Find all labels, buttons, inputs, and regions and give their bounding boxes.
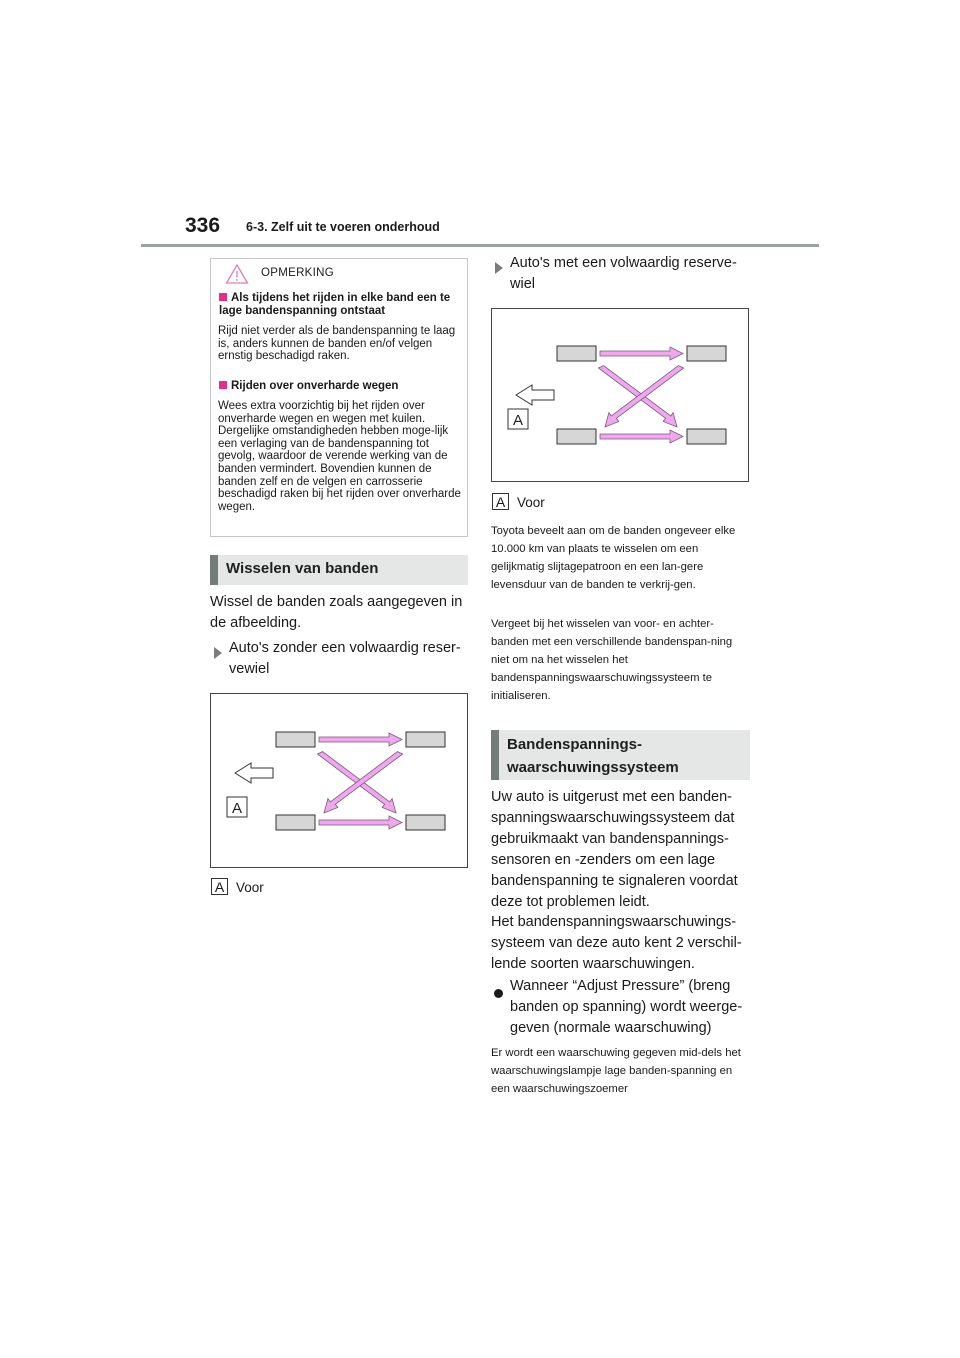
- tire-front-left: [557, 346, 596, 361]
- case-marker-icon: [214, 646, 222, 664]
- figure-label-a: A: [231, 800, 243, 817]
- case2-text: Auto's met een volwaardig reserve-wiel: [510, 255, 737, 292]
- tpms-paragraph-2: Het bandenspanningswaarschuwings-systeem van deze auto kent 2 verschil-lende soorten waarschuwingen.: [491, 914, 742, 972]
- bullet-square-icon: [219, 293, 227, 301]
- arrow-front: [319, 733, 402, 746]
- warning-triangle-icon: [225, 263, 249, 285]
- legend-label-a: A: [492, 493, 509, 510]
- notice-item-heading-1: Als tijdens het rijden in elke band een te lage bandenspanning ontstaat: [219, 292, 451, 317]
- tpms-paragraph-1: Uw auto is uitgerust met een banden-spanningswaarschuwingssysteem dat gebruikmaakt van bandenspannings-sensoren en -zenders om een lage bandenspanning te signaleren voordat deze tot problemen leidt.: [491, 789, 738, 910]
- notice-title: OPMERKING: [261, 267, 334, 279]
- rotation-note-1: Toyota beveelt aan om de banden ongeveer elke 10.000 km van plaats te wisselen om een gelijkmatig slijtagepatroon en een lan-gere levensduur van de banden te verkrij-gen.: [491, 525, 736, 591]
- rotation-figure-2: [491, 308, 749, 482]
- tpms-bullet-1: Wanneer “Adjust Pressure” (breng banden op spanning) wordt weerge-geven (normale waarschuwing): [510, 978, 743, 1036]
- tpms-small-text: Er wordt een waarschuwing gegeven mid-dels het waarschuwingslampje lage banden-spanning en een waarschuwingszoemer: [491, 1047, 741, 1095]
- case1-text: Auto's zonder een volwaardig reser-vewiel: [229, 640, 461, 677]
- notice-header: [211, 259, 467, 289]
- case-marker-icon: [495, 261, 503, 279]
- section-title: 6-3. Zelf uit te voeren onderhoud: [246, 220, 440, 234]
- tire-rear-right: [687, 429, 726, 444]
- tire-rear-left: [276, 815, 315, 830]
- rotation-figure-1: [210, 693, 468, 868]
- page-number: 336: [185, 214, 221, 237]
- tire-rear-right: [406, 815, 445, 830]
- section-heading-tpms: Bandenspannings- waarschuwingssysteem: [491, 730, 750, 780]
- legend-text: Voor: [236, 880, 264, 895]
- section-heading-wisselen: Wisselen van banden: [210, 555, 468, 585]
- tire-front-right: [687, 346, 726, 361]
- notice-item-text-2: Wees extra voorzichtig bij het rijden over onverharde wegen en wegen met kuilen. Dergelijke omstandigheden hebben moge-lijk een verlaging van de bandenspanning tot gevolg, waardoor de verende werking van de banden vermindert. Bovendien kunnen de banden zelf en de velgen en carrosserie beschadigd raken bij het rijden over onverharde wegen.: [218, 400, 461, 513]
- header-rule: [141, 244, 819, 247]
- intro-text: Wissel de banden zoals aangegeven in de afbeelding.: [210, 594, 463, 631]
- figure-label-a: A: [512, 412, 524, 429]
- notice-item-heading-2: Rijden over onverharde wegen: [219, 380, 464, 393]
- legend-text: Voor: [517, 495, 545, 510]
- tire-rear-left: [557, 429, 596, 444]
- legend-label-a: A: [211, 878, 228, 895]
- front-direction-icon: [235, 763, 273, 783]
- arrow-rear: [319, 816, 402, 829]
- arrow-rear: [600, 430, 683, 443]
- arrow-front: [600, 347, 683, 360]
- rotation-note-2: Vergeet bij het wisselen van voor- en achter-banden met een verschillende bandenspan-ning niet om na het wisselen het bandenspanningswaarschuwingssysteem te initialiseren.: [491, 618, 733, 702]
- tire-front-right: [406, 732, 445, 747]
- tire-front-left: [276, 732, 315, 747]
- front-direction-icon: [516, 385, 554, 405]
- bullet-dot-icon: [494, 985, 503, 1003]
- notice-item-text-1: Rijd niet verder als de bandenspanning te laag is, anders kunnen de banden en/of velgen ernstig beschadigd raken.: [218, 325, 456, 363]
- bullet-square-icon: [219, 381, 227, 389]
- notice-box: [210, 258, 468, 537]
